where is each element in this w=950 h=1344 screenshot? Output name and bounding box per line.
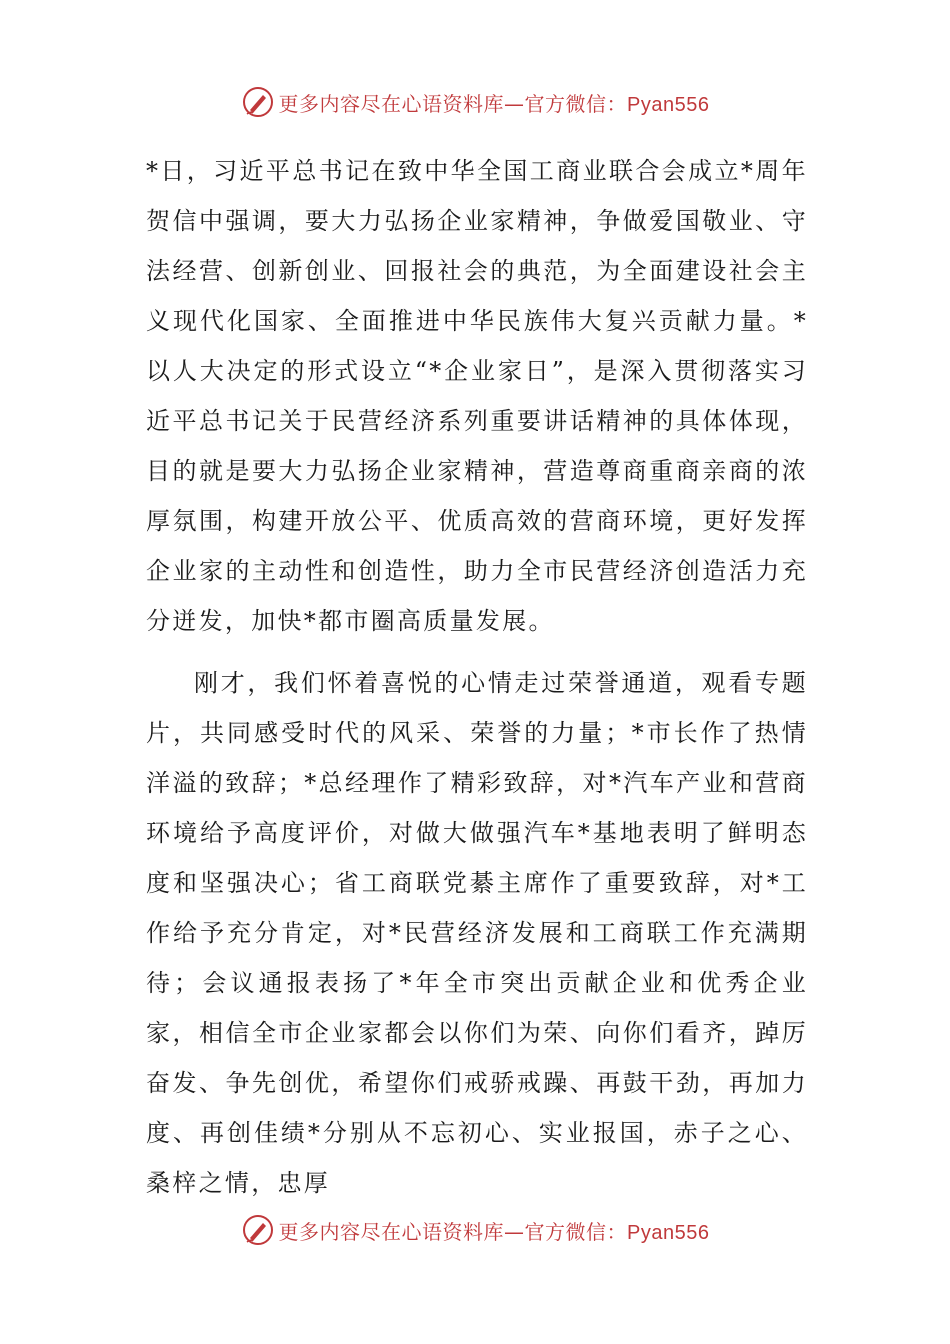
paragraph-1: *日，习近平总书记在致中华全国工商业联合会成立*周年贺信中强调，要大力弘扬企业家精神，争做爱国敬业、守法经营、创新创业、回报社会的典范，为全面建设社会主义现代化国家、全面推进中华民族伟大复兴贡献力量。*以人大决定的形式设立“*企业家日”，是深入贯彻落实习近平总书记关于民营经济系列重要讲话精神的具体体现，目的就是要大力弘扬企业家精神，营造尊商重商亲商的浓厚氛围，构建开放公平、优质高效的营商环境，更好发挥企业家的主动性和创造性，助力全市民营经济创造活力充分迸发，加快*都市圈高质量发展。 <box>146 157 808 635</box>
footer-watermark <box>0 1210 950 1250</box>
document-body <box>146 146 808 1208</box>
header-watermark <box>0 82 950 122</box>
watermark-text: 更多内容尽在心语资料库—官方微信：Pyan556 <box>278 91 710 116</box>
paragraph-2: 刚才，我们怀着喜悦的心情走过荣誉通道，观看专题片，共同感受时代的风采、荣誉的力量；*市长作了热情洋溢的致辞；*总经理作了精彩致辞，对*汽车产业和营商环境给予高度评价，对做大做强汽车*基地表明了鲜明态度和坚强决心；省工商联党綦主席作了重要致辞，对*工作给予充分肯定，对*民营经济发展和工商联工作充满期待；会议通报表扬了*年全市突出贡献企业和优秀企业家，相信全市企业家都会以你们为荣、向你们看齐，踔厉奋发、争先创优，希望你们戒骄戒躁、再鼓干劲，再加力度、再创佳绩*分别从不忘初心、实业报国，赤子之心、桑梓之情，忠厚 <box>146 669 808 1197</box>
pen-logo-icon <box>241 1213 275 1247</box>
pen-logo-icon <box>241 85 275 119</box>
watermark-text: 更多内容尽在心语资料库—官方微信：Pyan556 <box>278 1219 710 1244</box>
